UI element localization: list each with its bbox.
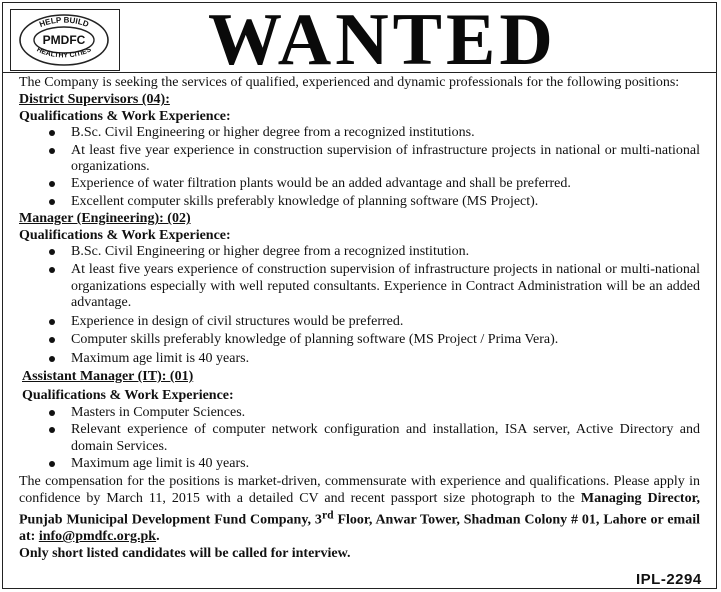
qualification-list bbox=[19, 405, 700, 473]
bullet-icon bbox=[49, 181, 55, 187]
section-subtitle: Qualifications & Work Experience: bbox=[19, 108, 231, 124]
closing-line: The compensation for the positions is market-driven, commensurate with experience and qualifications. Please apply in confidence by March 11, 2015 with a detailed CV and recent passport size photograph to the bbox=[19, 474, 700, 506]
intro-text: The Company is seeking the services of qualified, experienced and dynamic professionals for the following positions: bbox=[19, 75, 680, 90]
ad-header bbox=[3, 0, 718, 81]
addressee: Managing Director, Punjab Municipal Development Fund Company, 3 bbox=[19, 490, 700, 528]
logo-emblem bbox=[11, 10, 118, 69]
section-manager-engineering bbox=[19, 211, 700, 367]
list-item: Computer skills preferably knowledge of planning software (MS Project / Prima Vera). bbox=[19, 332, 700, 348]
bullet-icon bbox=[49, 148, 55, 154]
section-subtitle: Qualifications & Work Experience: bbox=[19, 227, 231, 243]
list-item: Experience of water filtration plants would be an added advantage and shall be preferred. bbox=[19, 176, 700, 192]
section-assistant-manager-it bbox=[19, 369, 700, 472]
list-item: At least five year experience in construction supervision of infrastructure projects in national or multi-national organizations. bbox=[19, 143, 700, 176]
wanted-heading: WANTED bbox=[208, 0, 557, 81]
floor-superscript: rd bbox=[321, 508, 334, 522]
section-title: Manager (Engineering): (02) bbox=[19, 211, 191, 227]
list-item: Masters in Computer Sciences. bbox=[19, 405, 700, 421]
address: Floor, Anwar Tower, Shadman Colony # 01, Lahore or email at: bbox=[19, 512, 700, 545]
list-item: B.Sc. Civil Engineering or higher degree from a recognized institution. bbox=[19, 244, 700, 260]
ad-body bbox=[19, 75, 700, 562]
email-link[interactable]: info@pmdfc.org.pk bbox=[38, 529, 157, 545]
header-divider bbox=[3, 72, 716, 73]
logo-name: PMDFC bbox=[42, 33, 86, 47]
svg-text:HEALTHY CITIES bbox=[35, 46, 92, 59]
bullet-icon bbox=[49, 249, 55, 255]
section-title: Assistant Manager (IT): (01) bbox=[22, 368, 194, 384]
bullet-icon bbox=[49, 461, 55, 467]
logo-top-text: HELP BUILD bbox=[38, 15, 90, 29]
bullet-icon bbox=[49, 130, 55, 136]
list-item: Experience in design of civil structures would be preferred. bbox=[19, 314, 700, 330]
list-item: Maximum age limit is 40 years. bbox=[19, 456, 700, 472]
bullet-icon bbox=[49, 356, 55, 362]
closing-text: The compensation for the positions is market-driven, commensurate with experience and qualifications. Please apply in confidence by March 11, 2015 with a detailed CV and recent passport size photograph to the Managing Director, Punjab Municipal Development Fund Company, 3rd Floor, Anwar Tower, Shadman Colony # 01, Lahore or email at: info@pmdfc.org.pk. Only short listed candidates will be called for interview. bbox=[19, 474, 700, 561]
section-district-supervisors bbox=[19, 92, 700, 210]
logo-bottom-text: HEALTHY CITIES bbox=[35, 46, 93, 60]
bullet-icon bbox=[49, 267, 55, 273]
qualification-list bbox=[19, 125, 700, 210]
shortlist-note: Only short listed candidates will be called for interview. bbox=[19, 545, 351, 561]
qualification-list bbox=[19, 244, 700, 367]
list-item: At least five years experience of construction supervision of infrastructure projects in national or multi-national organizations especially with well reputed consultants. Experience in Contract Administration will be an added advantage. bbox=[19, 262, 700, 311]
ad-frame bbox=[2, 2, 717, 589]
list-item: Maximum age limit is 40 years. bbox=[19, 351, 700, 367]
bullet-icon bbox=[49, 199, 55, 205]
bullet-icon bbox=[49, 410, 55, 416]
bullet-icon bbox=[49, 427, 55, 433]
list-item: B.Sc. Civil Engineering or higher degree from a recognized institutions. bbox=[19, 125, 700, 141]
list-item: Relevant experience of computer network configuration and installation, ISA server, Active Directory and domain Services. bbox=[19, 422, 700, 455]
ad-code: IPL-2294 bbox=[636, 571, 702, 588]
list-item: Excellent computer skills preferably knowledge of planning software (MS Project). bbox=[19, 194, 700, 210]
bullet-icon bbox=[49, 337, 55, 343]
bullet-icon bbox=[49, 319, 55, 325]
section-subtitle: Qualifications & Work Experience: bbox=[22, 388, 234, 404]
pmdfc-logo bbox=[10, 9, 120, 71]
section-title: District Supervisors (04): bbox=[19, 92, 170, 108]
